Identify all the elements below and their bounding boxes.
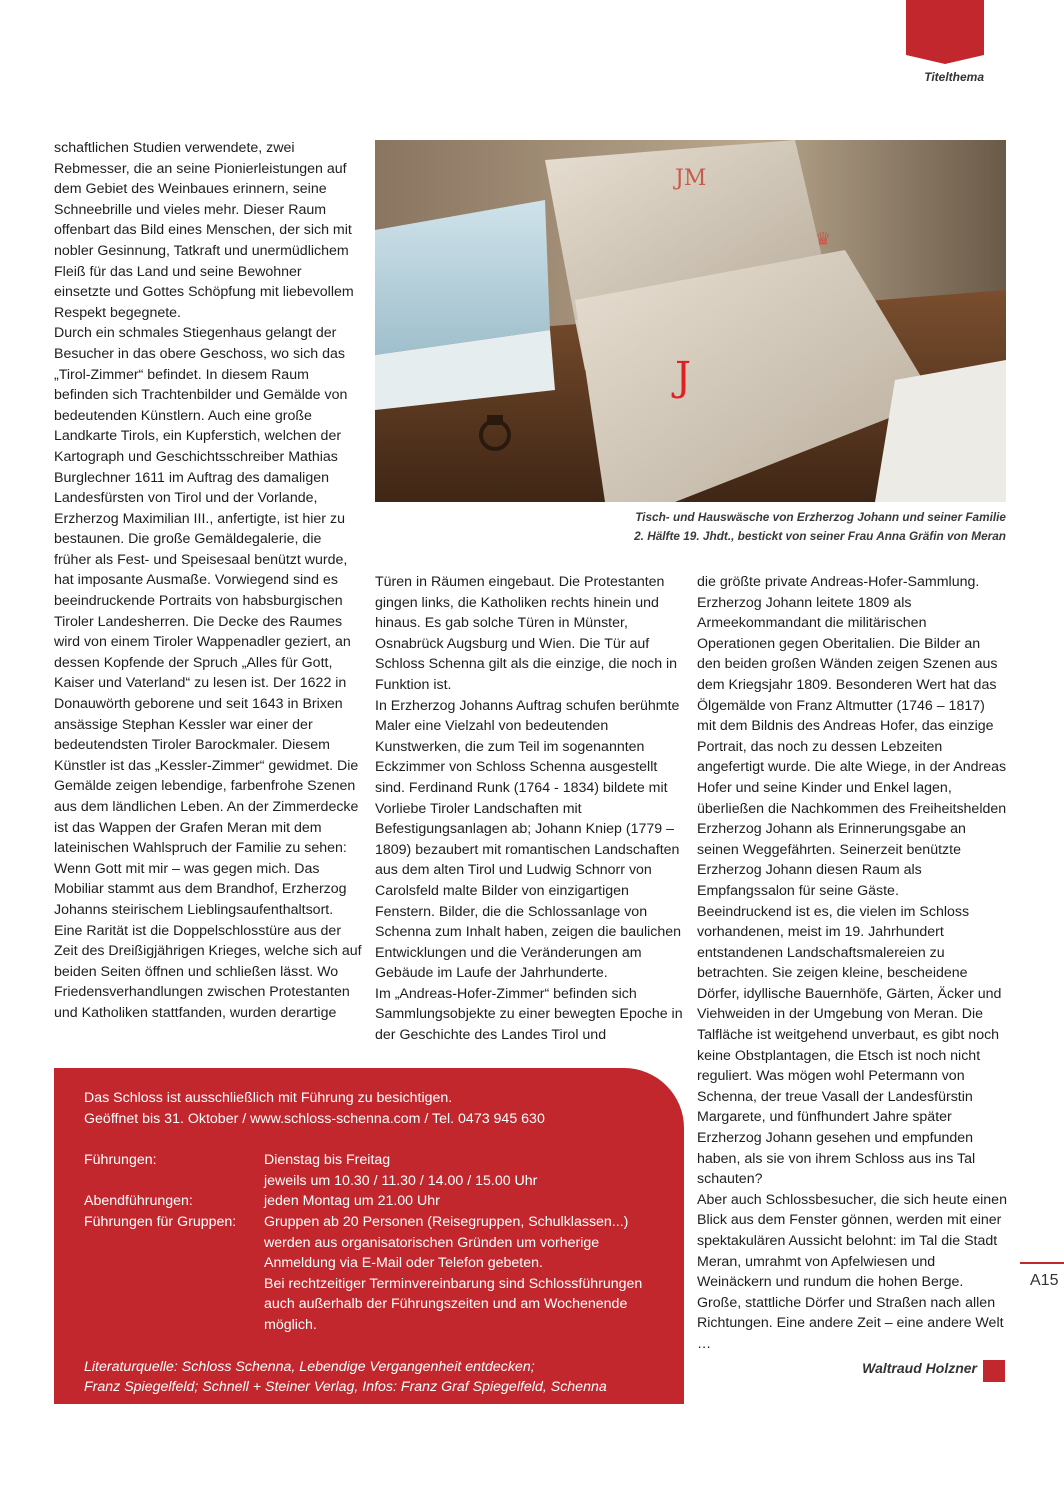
section-label: Titelthema: [924, 70, 984, 84]
monogram: J: [675, 354, 692, 400]
paragraph: Durch ein schmales Stiegenhaus gelangt der Besucher in das obere Geschoss, wo sich das „Tirol-Zimmer“ befindet. In diesem Raum befinden sich Trachtenbilder und Gemälde von bedeutenden Künstlern. Auch eine große Landkarte Tirols, ein Kupferstich, welchen der Kartograph und Geschichtsschreiber Mathias Burglechner 1611 im Auftrag des damaligen Landesfürsten von Tirol und der Vorlande, Erzherzog Maximilian III., anfertigte, ist hier zu bestaunen. Die große Gemäldegalerie, die früher als Fest- und Speisesaal benützt wurde, hat imposante Ausmaße. Vorwiegend sind es beeindruckende Portraits von habsburgischen Tiroler Landesherren. Die Decke des Raumes wird von einem Tiroler Wappenadler geziert, an dessen Kopfende der Spruch „Alles für Gott, Kaiser und Vaterland“ zu lesen ist. Der 1622 in Donauwörth geborene und seit 1643 in Brixen ansässige Stephan Kessler war einer der bedeutendsten Tiroler Barockmaler. Diesem Künstler ist das „Kessler-Zimmer“ gewidmet. Die Gemälde zeigen lebendige, farbenfrohe Szenen aus dem ländlichen Leben. An der Zimmerdecke ist das Wappen der Grafen Meran mit dem lateinischen Wahlspruch der Familie zu sehen: Wenn Gott mit mir – was gegen mich. Das Mobiliar stammt aus dem Brandhof, Erzherzog Johanns steirischem Lieblingsaufenthaltsort. Eine Rarität ist die Doppelschlosstüre aus der Zeit des Dreißigjährigen Krieges, welche sich auf beiden Seiten öffnen und schließen lässt. Wo Friedensverhandlungen zwischen Protestanten und Katholiken stattfanden, wurden derartige: [54, 325, 362, 1021]
caption-line: 2. Hälfte 19. Jhdt., bestickt von seiner Frau Anna Gräfin von Meran: [634, 529, 1006, 543]
info-value: jeden Montag um 21.00 Uhr: [264, 1193, 440, 1210]
text-column-2: [375, 572, 685, 1046]
author-name: Waltraud Holzner: [862, 1360, 977, 1376]
info-value: Anmeldung via E-Mail oder Telefon gebeten.: [264, 1255, 543, 1272]
paragraph: Aber auch Schlossbesucher, die sich heute einen Blick aus dem Fenster gönnen, werden mit einer spektakulären Aussicht belohnt: im Tal die Stadt Meran, umrahmt von Apfelwiesen und Weinäckern und rundum die hohen Berge. Große, stattliche Dörfer und Straßen nach allen Richtungen. Eine andere Zeit – eine andere Welt …: [697, 1191, 1007, 1352]
paragraph: Türen in Räumen eingebaut. Die Protestanten gingen links, die Katholiken rechts hinein und hinaus. Es gab solche Türen in Münster, Osnabrück Augsburg und Wien. Die Tür auf Schloss Schenna gilt als die einzige, die noch in Funktion ist.: [375, 574, 678, 693]
paragraph: die größte private Andreas-Hofer-Sammlung. Erzherzog Johann leitete 1809 als Armeekommandant die militärischen Operationen gegen Oberitalien. Die Bilder an den beiden großen Wänden zeigen Szenen aus dem Kriegsjahr 1809. Besonderen Wert hat das Ölgemälde von Franz Altmutter (1746 – 1817) mit dem Bildnis des Andreas Hofer, das einzige Portrait, das noch zu dessen Lebzeiten angefertigt wurde. Die alte Wiege, in der Andreas Hofer und seine Kinder und Enkel lagen, überließen die Nachkommen des Freiheitshelden Erzherzog Johann als Erinnerungsgabe an seinen Weggefährten. Seinerzeit benützte Erzherzog Johann diesen Raum als Empfangssalon für seine Gäste.: [697, 574, 1007, 899]
info-value: möglich.: [264, 1316, 317, 1333]
paragraph: Beeindruckend ist es, die vielen im Schloss vorhandenen, meist im 19. Jahrhundert entstandenen Landschaftsmalereien zu betrachten. Sie zeigen kleine, bescheidene Dörfer, idyllische Bauernhöfe, Gärten, Äcker und Viehweiden in der Umgebung von Meran. Die Talfläche ist weitgehend unverbaut, es gibt noch keine Obstplantagen, die Etsch ist noch nicht reguliert. Was mögen wohl Petermann von Schenna, der treue Vasall der Landesfürstin Margarete, und fünfhundert Jahre später Erzherzog Johann gesehen und empfunden haben, als sie von ihrem Schloss aus ins Tal schauten?: [697, 903, 1002, 1188]
text-column-1: [54, 138, 362, 1024]
info-value: jeweils um 10.30 / 11.30 / 14.00 / 15.00 Uhr: [264, 1172, 538, 1189]
text-column-3: [697, 572, 1007, 1355]
linen-photo: [375, 140, 1006, 502]
info-line: Geöffnet bis 31. Oktober / www.schloss-schenna.com / Tel. 0473 945 630: [84, 1110, 545, 1127]
monogram: JM: [675, 166, 707, 191]
info-value: Gruppen ab 20 Personen (Reisegruppen, Schulklassen...): [264, 1213, 629, 1230]
info-label: Abendführungen:: [84, 1193, 193, 1210]
page-number: A15: [1030, 1272, 1059, 1289]
section-flag: [906, 0, 984, 64]
photo-illustration: [375, 140, 1006, 502]
info-row-evening-tours: [84, 1191, 654, 1212]
info-line: Das Schloss ist ausschließlich mit Führung zu besichtigen.: [84, 1090, 453, 1106]
info-label: Führungen:: [84, 1152, 157, 1169]
info-row-group-tours: [84, 1212, 654, 1336]
visitor-info-box: [54, 1068, 684, 1404]
info-label: Führungen für Gruppen:: [84, 1213, 237, 1230]
paragraph: Im „Andreas-Hofer-Zimmer“ befinden sich Sammlungsobjekte zu einer bewegten Epoche in der Geschichte des Landes Tirol und: [375, 985, 683, 1044]
info-row-tours: [84, 1150, 654, 1191]
page-marker-line: [1020, 1262, 1064, 1264]
literature-source: Franz Spiegelfeld; Schnell + Steiner Verlag, Infos: Franz Graf Spiegelfeld, Schenna: [84, 1379, 607, 1396]
info-value: auch außerhalb der Führungszeiten und am Wochenende: [264, 1296, 628, 1313]
paragraph: schaftlichen Studien verwendete, zwei Rebmesser, die an seine Pionierleistungen auf dem Gebiet des Weinbaues erinnern, seine Schneebrille und vieles mehr. Dieser Raum offenbart das Bild eines Menschen, der sich mit nobler Gesinnung, Tatkraft und unermüdlichem Fleiß für das Land und seine Bewohner einsetzte und Gottes Schöpfung mit liebevollem Respekt begegnete.: [54, 140, 354, 321]
end-mark: [983, 1360, 1005, 1382]
paragraph: In Erzherzog Johanns Auftrag schufen berühmte Maler eine Vielzahl von bedeutenden Kunstwerken, die zum Teil im sogenannten Eckzimmer von Schloss Schenna ausgestellt sind. Ferdinand Runk (1764 - 1834) bildete mit Vorliebe Tiroler Landschaften mit Befestigungsanlagen ab; Johann Kniep (1779 – 1809) bezaubert mit romantischen Landschaften aus dem alten Tirol und Ludwig Schnorr von Carolsfeld malte Bilder von einzigartigen Fenstern. Bilder, die die Schlossanlage von Schenna zum Inhalt haben, zeigen die baulichen Entwicklungen und die Veränderungen am Gebäude im Laufe der Jahrhunderte.: [375, 697, 682, 982]
info-value: Dienstag bis Freitag: [264, 1152, 391, 1169]
photo-caption: [375, 508, 1006, 546]
caption-line: Tisch- und Hauswäsche von Erzherzog Johann und seiner Familie: [635, 510, 1006, 524]
info-value: werden aus organisatorischen Gründen um vorherige: [264, 1234, 600, 1251]
crown-monogram: ♛: [815, 229, 832, 250]
literature-source: Literaturquelle: Schloss Schenna, Lebendige Vergangenheit entdecken;: [84, 1358, 535, 1375]
info-value: Bei rechtzeitiger Terminvereinbarung sind Schlossführungen: [264, 1275, 643, 1292]
